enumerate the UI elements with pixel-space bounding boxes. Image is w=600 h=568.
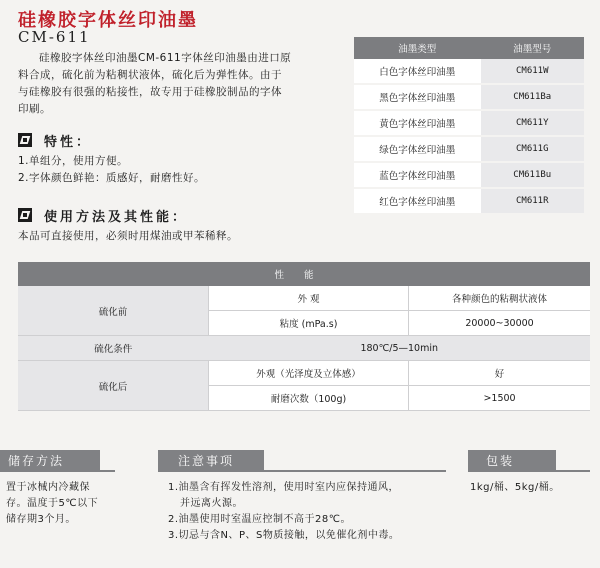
packaging-text — [470, 480, 560, 496]
property-name: 粘度 (mPa.s) — [209, 311, 409, 336]
notes-section — [158, 450, 446, 472]
storage-heading — [0, 450, 100, 470]
usage-heading — [18, 206, 188, 224]
divider — [158, 470, 446, 472]
notes-heading-text: 注意事项 — [178, 453, 235, 468]
ink-type: 红色字体丝印油墨 — [354, 188, 481, 214]
table-row — [18, 336, 590, 361]
intro-line: 硅橡胶字体丝印油墨CM-611字体丝印油墨由进口原 — [39, 52, 292, 64]
ink-types-table — [354, 37, 584, 215]
intro-line: 料合成，硫化前为粘稠状液体，硫化后为弹性体。由于 — [18, 69, 282, 81]
features-heading-text: 特性： — [44, 134, 93, 150]
usage-line: 本品可直接使用，必须时用煤油或甲苯稀释。 — [18, 230, 238, 242]
performance-header: 性能 — [18, 262, 590, 286]
table-row — [18, 361, 590, 386]
packaging-heading-text: 包装 — [486, 453, 515, 468]
packaging-section — [468, 450, 590, 472]
usage-heading-text: 使用方法及其性能： — [44, 209, 189, 225]
features-list — [18, 153, 205, 187]
notes-heading — [158, 450, 264, 470]
row-label-after: 硫化后 — [18, 361, 209, 411]
storage-heading-text: 储存方法 — [8, 453, 65, 468]
property-name: 耐磨次数（100g) — [209, 386, 409, 411]
list-item: 1.单组分，使用方便。 — [18, 155, 129, 167]
property-value: 好 — [409, 361, 590, 386]
square-bullet-icon — [18, 208, 32, 222]
usage-text — [18, 228, 238, 245]
ink-type: 蓝色字体丝印油墨 — [354, 162, 481, 188]
intro-paragraph — [18, 50, 328, 118]
property-name: 外 观 — [209, 286, 409, 311]
intro-line: 与硅橡胶有很强的粘接性，故专用于硅橡胶制品的字体 — [18, 86, 282, 98]
table-row — [354, 84, 584, 110]
ink-model: CM611Ba — [481, 84, 585, 110]
property-value: 各种颜色的粘稠状液体 — [409, 286, 590, 311]
ink-model: CM611W — [481, 59, 585, 84]
table-row — [354, 110, 584, 136]
notes-text — [168, 480, 399, 544]
packaging-heading — [468, 450, 556, 470]
features-heading — [18, 131, 92, 149]
table-row — [18, 286, 590, 311]
col-header-type: 油墨类型 — [354, 37, 481, 59]
intro-line: 印刷。 — [18, 103, 51, 115]
col-header-model: 油墨型号 — [481, 37, 585, 59]
notes-line: 1.油墨含有挥发性溶剂，使用时室内应保持通风， — [168, 482, 400, 493]
condition-value: 180℃/5—10min — [209, 336, 591, 361]
ink-type: 白色字体丝印油墨 — [354, 59, 481, 84]
product-model: CM-611 — [18, 28, 91, 46]
storage-line: 储存期3个月。 — [6, 514, 76, 525]
table-row — [354, 188, 584, 214]
table-row — [354, 162, 584, 188]
storage-line: 存。温度于5℃以下 — [6, 498, 99, 509]
ink-model: CM611Y — [481, 110, 585, 136]
row-label-condition: 硫化条件 — [18, 336, 209, 361]
storage-text — [6, 480, 98, 528]
table-row — [354, 136, 584, 162]
packaging-line: 1kg/桶、5kg/桶。 — [470, 482, 560, 493]
storage-line: 置于冰械内冷藏保 — [6, 482, 90, 493]
row-label-before: 硫化前 — [18, 286, 209, 336]
property-value: 20000~30000 — [409, 311, 590, 336]
ink-type: 黑色字体丝印油墨 — [354, 84, 481, 110]
notes-line: 并远离火源。 — [180, 498, 243, 509]
ink-model: CM611R — [481, 188, 585, 214]
product-title: 硅橡胶字体丝印油墨 — [18, 10, 198, 31]
ink-model: CM611G — [481, 136, 585, 162]
table-row — [354, 59, 584, 84]
property-name: 外观（光泽度及立体感） — [209, 361, 409, 386]
notes-line: 3.切忌与含N、P、S物质接触，以免催化剂中毒。 — [168, 530, 400, 541]
ink-type: 绿色字体丝印油墨 — [354, 136, 481, 162]
storage-section — [0, 450, 115, 472]
notes-line: 2.油墨使用时室温应控制不高于28℃。 — [168, 514, 351, 525]
ink-model: CM611Bu — [481, 162, 585, 188]
square-bullet-icon — [18, 133, 32, 147]
list-item: 2.字体颜色鲜艳：质感好，耐磨性好。 — [18, 172, 206, 184]
divider — [0, 470, 115, 472]
property-value: >1500 — [409, 386, 590, 411]
performance-table — [18, 262, 590, 411]
ink-type: 黄色字体丝印油墨 — [354, 110, 481, 136]
divider — [468, 470, 590, 472]
